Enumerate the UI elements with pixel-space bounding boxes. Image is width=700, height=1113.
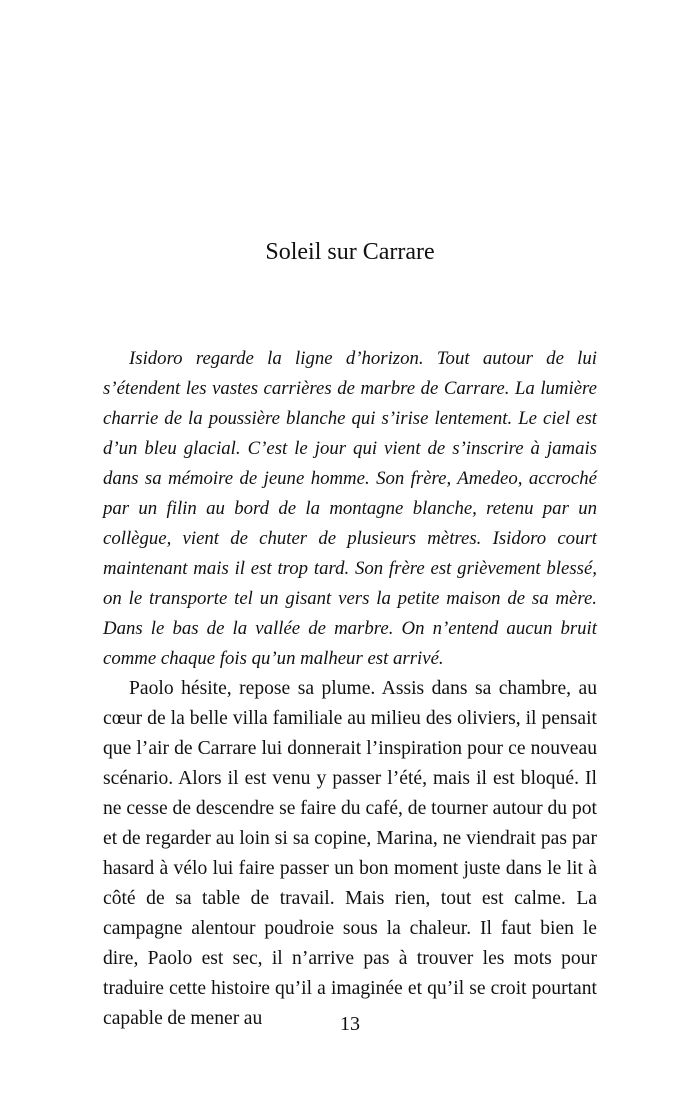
body-text [103, 344, 597, 1034]
italic-opening-paragraph: Isidoro regarde la ligne d’horizon. Tout autour de lui s’étendent les vastes carrières de marbre de Carrare. La lumière charrie de la poussière blanche qui s’irise lentement. Le ciel est d’un bleu glacial. C’est le jour qui vient de s’inscrire à jamais dans sa mémoire de jeune homme. Son frère, Amedeo, accroché par un filin au bord de la montagne blanche, retenu par un collègue, vient de chuter de plusieurs mètres. Isidoro court maintenant mais il est trop tard. Son frère est grièvement blessé, on le transporte tel un gisant vers la petite maison de sa mère. Dans le bas de la vallée de marbre. On n’entend aucun bruit comme chaque fois qu’un malheur est arrivé. [103, 348, 597, 669]
page-number: 13 [340, 1013, 360, 1035]
body-paragraph: Paolo hésite, repose sa plume. Assis dans sa chambre, au cœur de la belle villa familiale au milieu des oliviers, il pensait que l’air de Carrare lui donnerait l’inspiration pour ce nouveau scénario. Alors il est venu y passer l’été, mais il est bloqué. Il ne cesse de descendre se faire du café, de tourner autour du pot et de regarder au loin si sa copine, Marina, ne viendrait pas par hasard à vélo lui faire passer un bon moment juste dans le lit à côté de sa table de travail. Mais rien, tout est calme. La campagne alentour poudroie sous la chaleur. Il faut bien le dire, Paolo est sec, il n’arrive pas à trouver les mots pour traduire cette histoire qu’il a imaginée et qu’il se croit pourtant capable de mener au [103, 678, 597, 1029]
chapter-title: Soleil sur Carrare [265, 239, 435, 265]
